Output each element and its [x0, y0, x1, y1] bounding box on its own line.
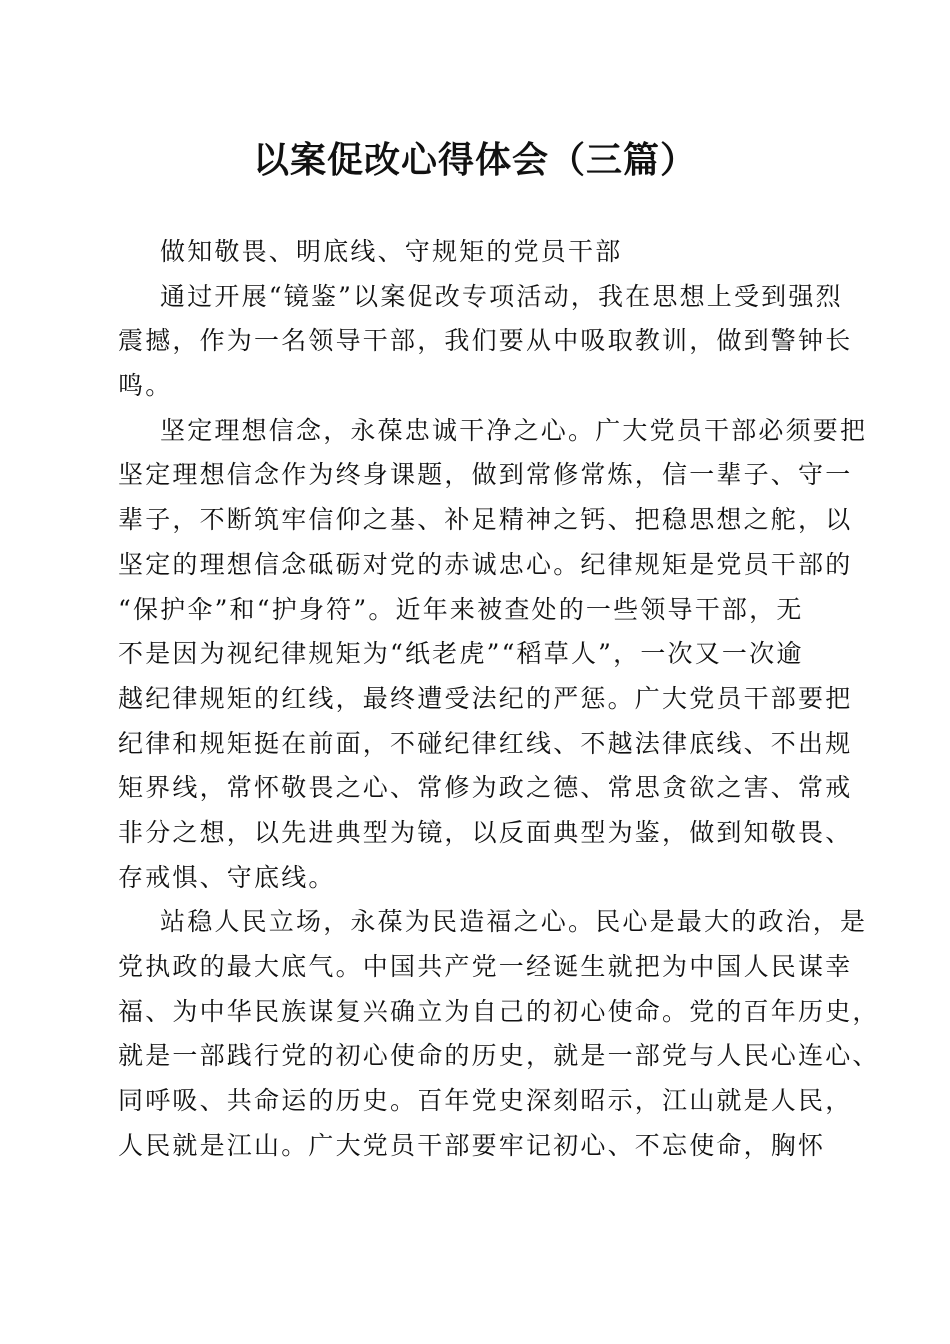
text-line: 存戒惧、守底线。 — [118, 862, 336, 892]
text-line: 就是一部践行党的初心使命的历史，就是一部党与人民心连心、 — [118, 1041, 880, 1071]
text-line: 辈子，不断筑牢信仰之基、补足精神之钙、把稳思想之舵，以 — [118, 505, 853, 535]
text-line: 非分之想，以先进典型为镜，以反面典型为鉴，做到知敬畏、 — [118, 817, 853, 847]
text-line: 党执政的最大底气。中国共产党一经诞生就把为中国人民谋幸 — [118, 952, 853, 981]
document-body — [118, 230, 880, 1168]
text-line: 纪律和规矩挺在前面，不碰纪律红线、不越法律底线、不出规 — [118, 728, 853, 758]
text-line: 做知敬畏、明底线、守规矩的党员干部 — [160, 237, 623, 266]
text-line: 坚定理想信念，永葆忠诚干净之心。广大党员干部必须要把 — [160, 415, 868, 445]
text-line: 鸣。 — [118, 371, 173, 401]
text-line: 福、为中华民族谋复兴确立为自己的初心使命。党的百年历史， — [118, 996, 880, 1026]
text-line: 震撼，作为一名领导干部，我们要从中吸取教训，做到警钟长 — [118, 326, 853, 356]
text-line: 通过开展“镜鉴”以案促改专项活动，我在思想上受到强烈 — [160, 281, 843, 311]
text-line: “保护伞”和“护身符”。近年来被查处的一些领导干部，无 — [118, 594, 804, 624]
text-line: 同呼吸、共命运的历史。百年党史深刻昭示，江山就是人民， — [118, 1086, 853, 1116]
text-line: 坚定的理想信念砥砺对党的赤诚忠心。纪律规矩是党员干部的 — [118, 549, 853, 579]
text-line: 人民就是江山。广大党员干部要牢记初心、不忘使命，胸怀 — [118, 1130, 826, 1160]
text-line: 站稳人民立场，永葆为民造福之心。民心是最大的政治，是 — [160, 907, 868, 937]
text-line: 越纪律规矩的红线，最终遭受法纪的严惩。广大党员干部要把 — [118, 683, 853, 713]
text-line: 坚定理想信念作为终身课题，做到常修常炼，信一辈子、守一 — [118, 460, 853, 490]
text-line: 不是因为视纪律规矩为“纸老虎”“稻草人”，一次又一次逾 — [118, 639, 804, 669]
document-title: 以案促改心得体会（三篇） — [252, 139, 697, 181]
text-line: 矩界线，常怀敬畏之心、常修为政之德、常思贪欲之害、常戒 — [118, 773, 853, 803]
